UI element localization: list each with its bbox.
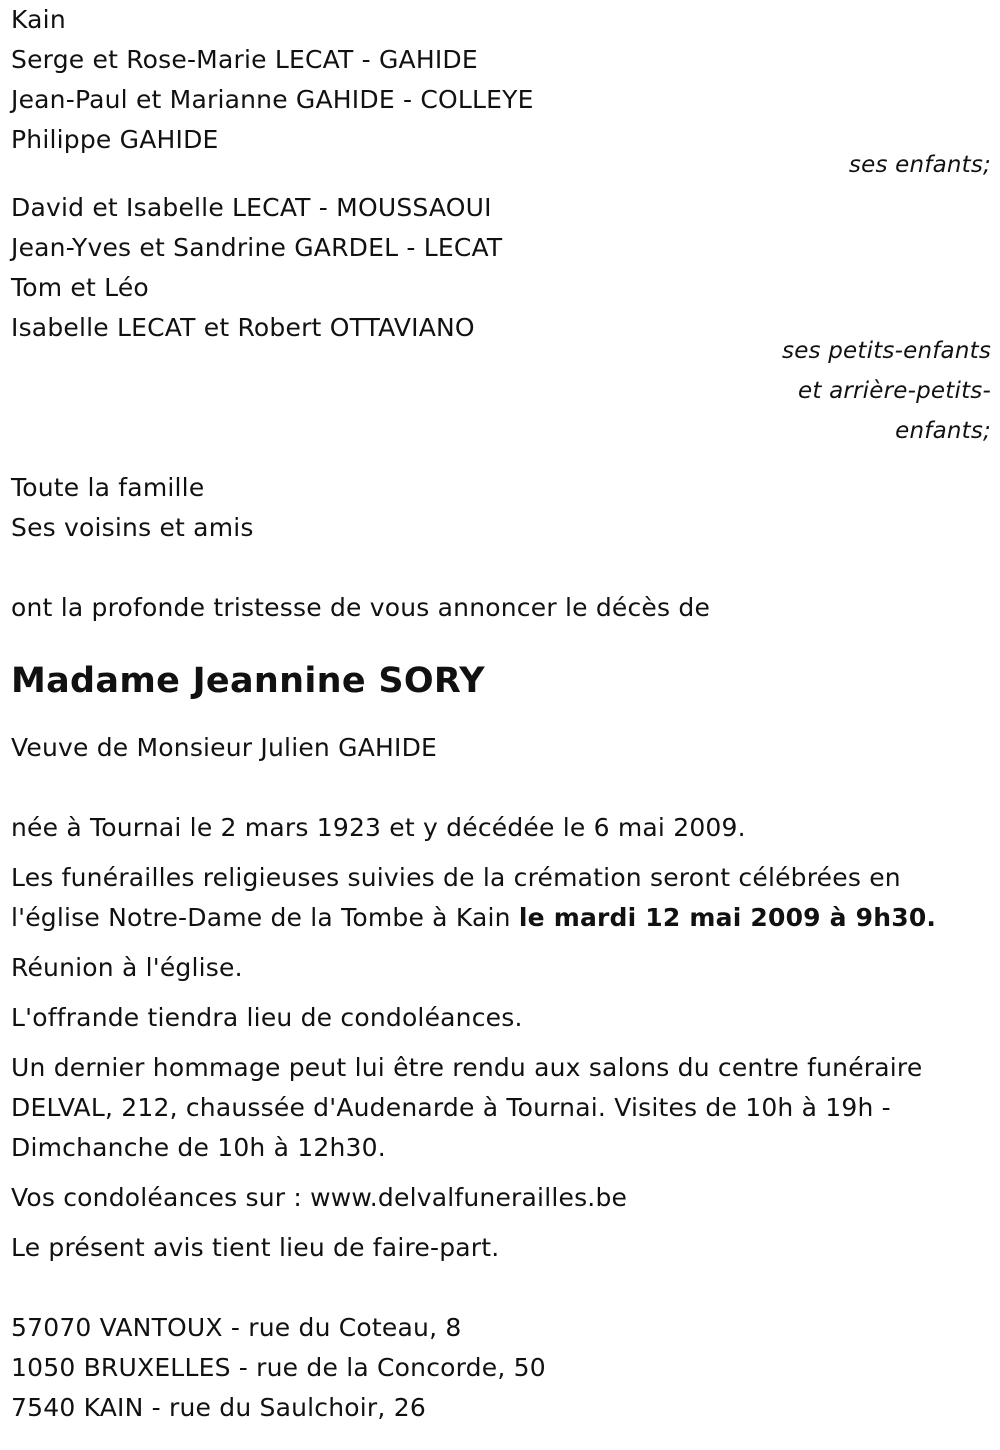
grandchild-line: Jean-Yves et Sandrine GARDEL - LECAT (11, 233, 503, 262)
grandchildren-label-line: ses petits-enfants (782, 338, 991, 364)
others-line: Toute la famille (11, 473, 205, 502)
grandchild-line: Tom et Léo (11, 273, 149, 302)
place-heading: Kain (11, 5, 66, 34)
condolences: Vos condoléances sur : www.delvalfunerailles.be (11, 1183, 628, 1212)
address-line: 1050 BRUXELLES - rue de la Concorde, 50 (11, 1353, 546, 1382)
grandchild-line: David et Isabelle LECAT - MOUSSAOUI (11, 193, 492, 222)
others-line: Ses voisins et amis (11, 513, 254, 542)
grandchildren-label (11, 331, 991, 451)
widow-of: Veuve de Monsieur Julien GAHIDE (11, 733, 438, 762)
grandchildren-label-line: et arrière-petits- (798, 378, 991, 404)
child-line: Serge et Rose-Marie LECAT - GAHIDE (11, 45, 478, 74)
obituary-notice (11, 0, 991, 1428)
child-line: Jean-Paul et Marianne GAHIDE - COLLEYE (11, 85, 534, 114)
grandchild-line: Isabelle LECAT et Robert OTTAVIANO (11, 313, 475, 342)
address-line: 57070 VANTOUX - rue du Coteau, 8 (11, 1313, 462, 1342)
homage: Un dernier hommage peut lui être rendu aux salons du centre funéraire DELVAL, 212, chaussée d'Audenarde à Tournai. Visites de 10h à 19h - Dimchanche de 10h à 12h30. (11, 1053, 923, 1162)
funeral-text: Les funérailles religieuses suivies de la crémation seront célébrées en l'église Notre-Dame de la Tombe à Kain (11, 863, 901, 932)
meeting: Réunion à l'église. (11, 953, 243, 982)
children-label: ses enfants; (848, 152, 991, 178)
addresses (11, 1308, 991, 1428)
children-list (11, 40, 991, 160)
grandchildren-label-line: enfants; (895, 418, 991, 444)
child-line: Philippe GAHIDE (11, 125, 219, 154)
offering: L'offrande tiendra lieu de condoléances. (11, 1003, 523, 1032)
others-list (11, 468, 991, 548)
address-line: 7540 KAIN - rue du Saulchoir, 26 (11, 1393, 426, 1422)
grandchildren-list (11, 188, 991, 348)
notice: Le présent avis tient lieu de faire-part. (11, 1233, 500, 1262)
deceased-name: Madame Jeannine SORY (11, 661, 485, 701)
funeral-details (11, 858, 991, 938)
announcement: ont la profonde tristesse de vous annoncer le décès de (11, 593, 711, 622)
birth-death: née à Tournai le 2 mars 1923 et y décédée le 6 mai 2009. (11, 813, 746, 842)
funeral-date: le mardi 12 mai 2009 à 9h30. (518, 903, 937, 932)
